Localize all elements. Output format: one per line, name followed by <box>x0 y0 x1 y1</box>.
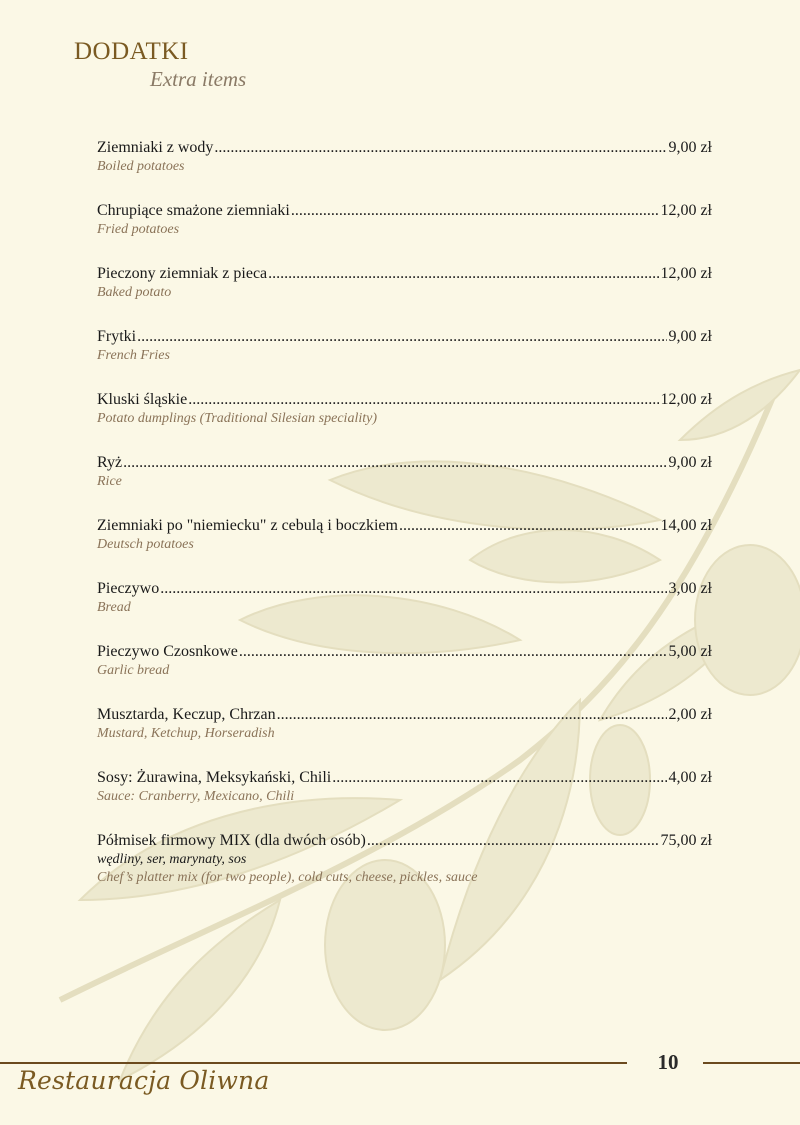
menu-item-price: 12,00 zł <box>660 202 712 219</box>
dot-leader <box>188 390 659 410</box>
dot-leader <box>367 831 660 851</box>
menu-item-price: 9,00 zł <box>668 328 712 345</box>
menu-item-price: 3,00 zł <box>668 580 712 597</box>
dot-leader <box>214 138 667 158</box>
dot-leader <box>332 768 667 788</box>
menu-item-contents: wędliny, ser, marynaty, sos <box>97 852 247 867</box>
menu-item-name: Ziemniaki po "niemiecku" z cebulą i boczkiem <box>97 517 398 534</box>
dot-leader <box>123 453 667 473</box>
menu-item <box>97 831 712 887</box>
menu-item-translation: Fried potatoes <box>97 222 180 237</box>
menu-item-translation: Baked potato <box>97 285 172 300</box>
menu-item-name: Pieczywo Czosnkowe <box>97 643 238 660</box>
menu-item-price: 9,00 zł <box>668 454 712 471</box>
menu-item-price: 2,00 zł <box>668 706 712 723</box>
menu-item-price: 4,00 zł <box>668 769 712 786</box>
menu-item-price: 75,00 zł <box>660 832 712 849</box>
menu-item-row <box>97 390 712 410</box>
menu-item-translation: Chef’s platter mix (for two people), cold cuts, cheese, pickles, sauce <box>97 870 478 885</box>
menu-item-row <box>97 201 712 221</box>
menu-item-name: Kluski śląskie <box>97 391 188 408</box>
menu-item <box>97 390 712 428</box>
menu-item-translation: Bread <box>97 600 131 615</box>
menu-item <box>97 768 712 806</box>
dot-leader <box>277 705 668 725</box>
menu-item-name: Frytki <box>97 328 137 345</box>
menu-item-translation: Deutsch potatoes <box>97 537 194 552</box>
menu-item-row <box>97 516 712 536</box>
menu-item-row <box>97 642 712 662</box>
menu-item-price: 12,00 zł <box>660 391 712 408</box>
menu-item-translation: Garlic bread <box>97 663 170 678</box>
menu-item <box>97 579 712 617</box>
menu-item <box>97 453 712 491</box>
menu-item-name: Półmisek firmowy MIX (dla dwóch osób) <box>97 832 366 849</box>
dot-leader <box>399 516 660 536</box>
dot-leader <box>137 327 667 347</box>
menu-item-name: Musztarda, Keczup, Chrzan <box>97 706 276 723</box>
menu-item-row <box>97 831 712 851</box>
dot-leader <box>160 579 667 599</box>
menu-item-row <box>97 579 712 599</box>
menu-item-row <box>97 327 712 347</box>
menu-item-translation: Mustard, Ketchup, Horseradish <box>97 726 275 741</box>
dot-leader <box>291 201 660 221</box>
menu-item-name: Pieczony ziemniak z pieca <box>97 265 268 282</box>
footer-divider-right <box>703 1062 800 1064</box>
menu-item-name: Pieczywo <box>97 580 160 597</box>
menu-item-translation: Potato dumplings (Traditional Silesian speciality) <box>97 411 377 426</box>
menu-item <box>97 705 712 743</box>
menu-item-name: Ryż <box>97 454 123 471</box>
section-header <box>74 38 246 92</box>
menu-item-translation: Boiled potatoes <box>97 159 185 174</box>
menu-item-translation: Sauce: Cranberry, Mexicano, Chili <box>97 789 295 804</box>
section-title: DODATKI <box>74 38 189 65</box>
menu-item-price: 5,00 zł <box>668 643 712 660</box>
menu-item-row <box>97 453 712 473</box>
dot-leader <box>268 264 659 284</box>
menu-item <box>97 516 712 554</box>
menu-item-row <box>97 705 712 725</box>
dot-leader <box>239 642 668 662</box>
menu-item-row <box>97 138 712 158</box>
menu-item-price: 14,00 zł <box>660 517 712 534</box>
menu-item <box>97 327 712 365</box>
menu-item-name: Sosy: Żurawina, Meksykański, Chili <box>97 769 332 786</box>
section-subtitle: Extra items <box>150 67 247 91</box>
menu-list <box>97 138 712 912</box>
restaurant-logo-text: Restauracja Oliwna <box>18 1066 270 1095</box>
menu-item-name: Ziemniaki z wody <box>97 139 214 156</box>
page-number: 10 <box>657 1050 679 1074</box>
menu-item <box>97 201 712 239</box>
menu-item-price: 12,00 zł <box>660 265 712 282</box>
menu-item-name: Chrupiące smażone ziemniaki <box>97 202 290 219</box>
menu-item-price: 9,00 zł <box>668 139 712 156</box>
menu-item-row <box>97 264 712 284</box>
footer-divider-left <box>0 1062 627 1064</box>
menu-item-translation: French Fries <box>97 348 170 363</box>
menu-item <box>97 138 712 176</box>
menu-item-translation: Rice <box>97 474 122 489</box>
menu-item <box>97 642 712 680</box>
menu-item <box>97 264 712 302</box>
menu-item-row <box>97 768 712 788</box>
